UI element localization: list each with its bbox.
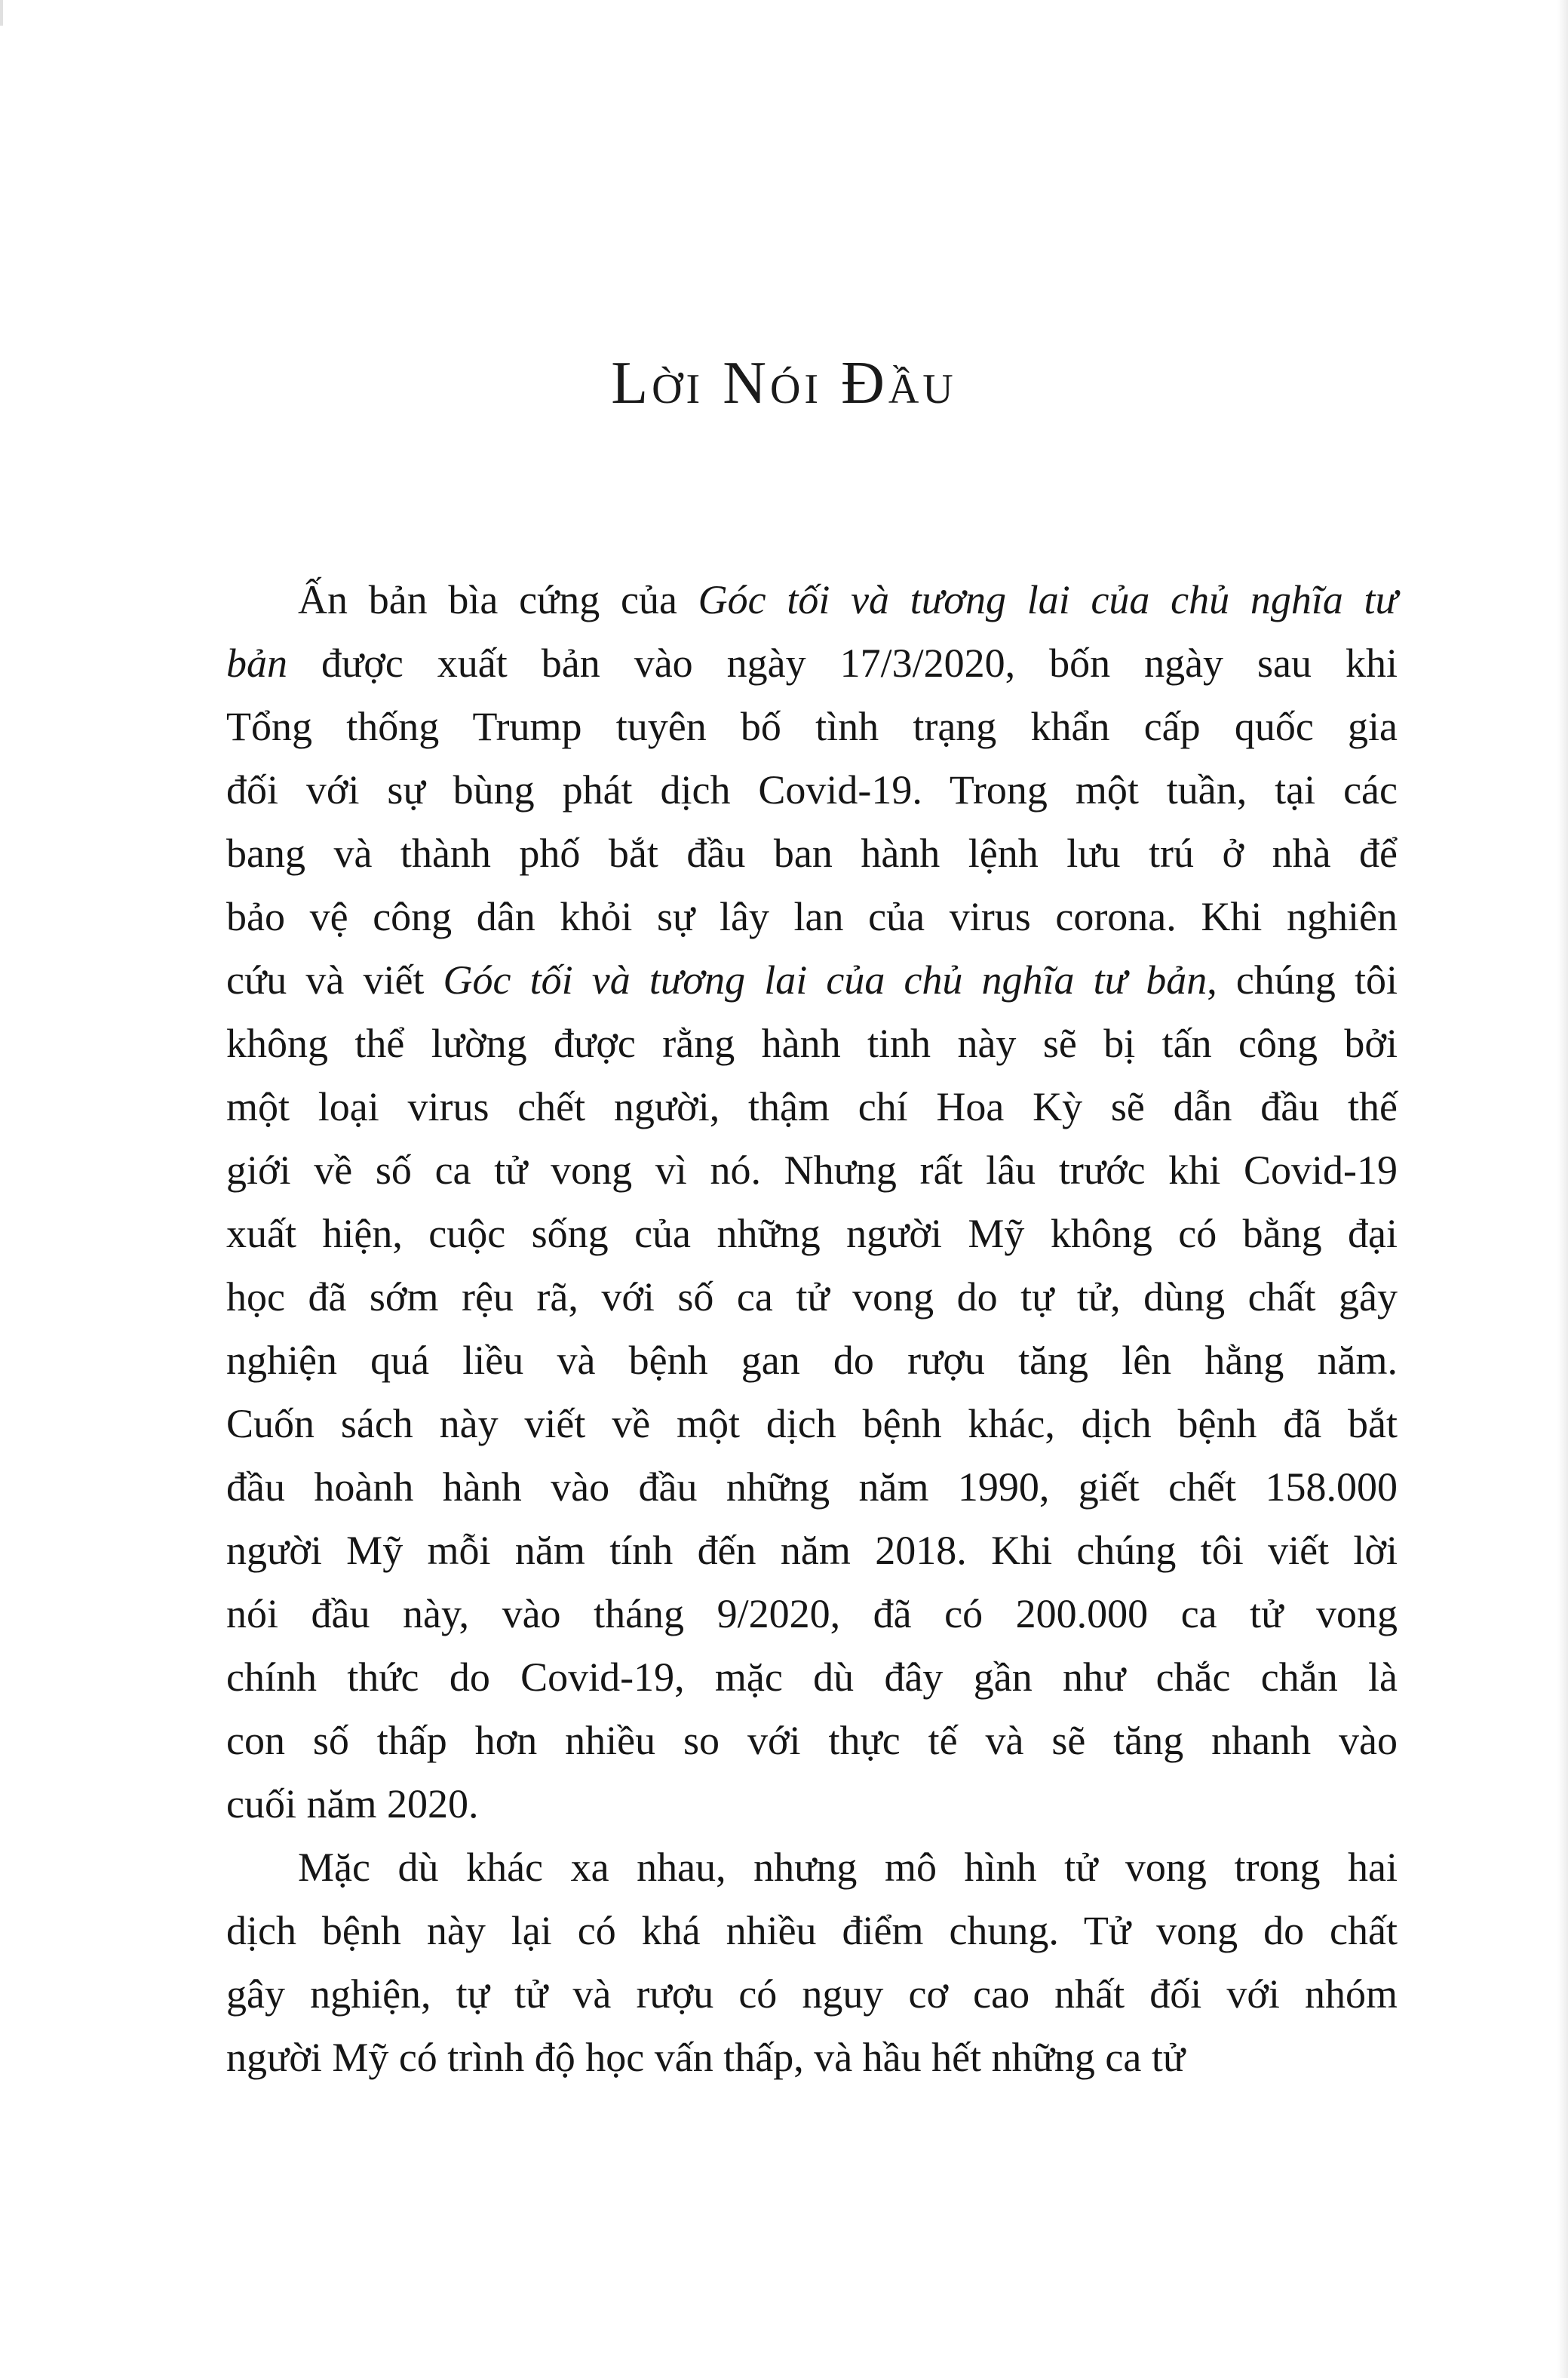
text-line	[226, 695, 1398, 758]
text-line	[226, 1138, 1398, 1202]
text-run: không thể lường được rằng hành tinh này sẽ bị tấn công bởi	[226, 1021, 1398, 1066]
text-line	[226, 1455, 1398, 1519]
text-run: xuất hiện, cuộc sống của những người Mỹ không có bằng đại	[226, 1211, 1398, 1256]
text-line	[226, 885, 1398, 948]
text-run: người Mỹ có trình độ học vấn thấp, và hầu hết những ca tử	[226, 2035, 1186, 2080]
text-line	[226, 1265, 1398, 1329]
text-run: Cuốn sách này viết về một dịch bệnh khác, dịch bệnh đã bắt	[226, 1401, 1398, 1446]
text-run: đầu hoành hành vào đầu những năm 1990, giết chết 158.000	[226, 1464, 1398, 1510]
text-run: dịch bệnh này lại có khá nhiều điểm chung. Tử vong do chất	[226, 1908, 1398, 1953]
text-line	[226, 1836, 1398, 1899]
text-run: giới về số ca tử vong vì nó. Nhưng rất lâu trước khi Covid-19	[226, 1148, 1398, 1193]
text-line	[226, 822, 1398, 885]
text-line	[226, 1582, 1398, 1645]
book-title-italic: Góc tối và tương lai của chủ nghĩa tư bản	[443, 957, 1207, 1003]
book-title-italic: bản	[226, 641, 321, 686]
text-line	[226, 1772, 1398, 1836]
book-title-italic: Góc tối và tương lai của chủ nghĩa tư	[698, 577, 1398, 622]
text-run: Mặc dù khác xa nhau, nhưng mô hình tử vong trong hai	[298, 1845, 1398, 1890]
text-run: Ấn bản bìa cứng của	[298, 577, 698, 622]
text-run: con số thấp hơn nhiều so với thực tế và sẽ tăng nhanh vào	[226, 1718, 1398, 1763]
text-line	[226, 1075, 1398, 1138]
text-line	[226, 2026, 1398, 2089]
text-run: , chúng tôi	[1207, 957, 1398, 1003]
text-run: gây nghiện, tự tử và rượu có nguy cơ cao nhất đối với nhóm	[226, 1971, 1398, 2017]
text-run: chính thức do Covid-19, mặc dù đây gần như chắc chắn là	[226, 1654, 1398, 1700]
scan-edge-top-left	[0, 0, 3, 26]
text-run: nói đầu này, vào tháng 9/2020, đã có 200.000 ca tử vong	[226, 1591, 1398, 1636]
text-line	[226, 1645, 1398, 1709]
text-line	[226, 1329, 1398, 1392]
text-run: cứu và viết	[226, 957, 443, 1003]
text-line	[226, 1899, 1398, 1962]
text-line	[226, 758, 1398, 822]
text-line	[226, 948, 1398, 1012]
text-run: bảo vệ công dân khỏi sự lây lan của virus corona. Khi nghiên	[226, 894, 1398, 939]
text-line	[226, 1709, 1398, 1772]
text-line	[226, 1392, 1398, 1455]
text-line	[226, 1012, 1398, 1075]
text-run: học đã sớm rệu rã, với số ca tử vong do tự tử, dùng chất gây	[226, 1274, 1398, 1320]
text-run: nghiện quá liều và bệnh gan do rượu tăng lên hằng năm.	[226, 1338, 1398, 1383]
text-run: được xuất bản vào ngày 17/3/2020, bốn ngày sau khi	[321, 641, 1398, 686]
text-run: cuối năm 2020.	[226, 1781, 479, 1827]
text-run: Tổng thống Trump tuyên bố tình trạng khẩn cấp quốc gia	[226, 704, 1398, 749]
text-run: đối với sự bùng phát dịch Covid-19. Trong một tuần, tại các	[226, 767, 1398, 813]
text-line	[226, 1962, 1398, 2026]
text-line	[226, 568, 1398, 631]
page-body	[226, 568, 1398, 2089]
text-line	[226, 1519, 1398, 1582]
text-run: bang và thành phố bắt đầu ban hành lệnh lưu trú ở nhà để	[226, 831, 1398, 876]
chapter-title: Lời Nói Đầu	[611, 350, 957, 416]
text-line	[226, 631, 1398, 695]
text-run: người Mỹ mỗi năm tính đến năm 2018. Khi chúng tôi viết lời	[226, 1528, 1398, 1573]
text-line	[226, 1202, 1398, 1265]
text-run: một loại virus chết người, thậm chí Hoa Kỳ sẽ dẫn đầu thế	[226, 1084, 1398, 1129]
